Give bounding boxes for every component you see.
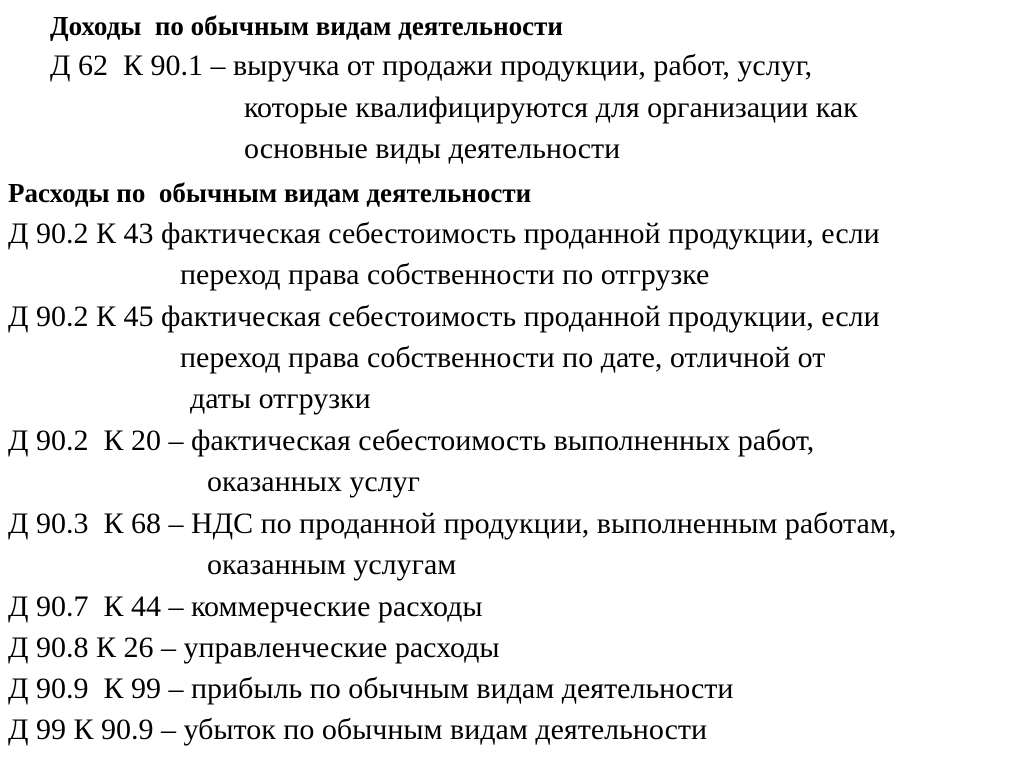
- expense-entry-45-line-3: даты отгрузки: [190, 382, 371, 415]
- expenses-heading: Расходы по обычным видам деятельности: [8, 178, 532, 208]
- expense-entry-68-line-1: Д 90.3 К 68 – НДС по проданной продукции, выполненным работам,: [8, 507, 897, 540]
- expense-entry-20-line-2: оказанных услуг: [207, 465, 420, 498]
- expense-entry-45-line-1: Д 90.2 К 45 фактическая себестоимость проданной продукции, если: [8, 300, 880, 333]
- income-entry-sales-line-2: которые квалифицируются для организации как: [244, 91, 858, 124]
- expense-entry-68-line-2: оказанным услугам: [207, 548, 457, 581]
- expense-entry-45-line-2: переход права собственности по дате, отличной от: [180, 341, 826, 374]
- expense-entry-26: Д 90.8 К 26 – управленческие расходы: [8, 631, 500, 664]
- income-entry-sales-line-1: Д 62 К 90.1 – выручка от продажи продукции, работ, услуг,: [50, 49, 813, 82]
- expense-entry-99-profit: Д 90.9 К 99 – прибыль по обычным видам деятельности: [8, 672, 734, 705]
- expense-entry-20-line-1: Д 90.2 К 20 – фактическая себестоимость выполненных работ,: [8, 424, 815, 457]
- expense-entry-44: Д 90.7 К 44 – коммерческие расходы: [8, 590, 483, 623]
- income-heading: Доходы по обычным видам деятельности: [50, 11, 563, 41]
- expense-entry-43-line-1: Д 90.2 К 43 фактическая себестоимость проданной продукции, если: [8, 217, 880, 250]
- expense-entry-43-line-2: переход права собственности по отгрузке: [180, 258, 710, 291]
- expense-entry-99-loss: Д 99 К 90.9 – убыток по обычным видам деятельности: [8, 713, 708, 746]
- income-entry-sales-line-3: основные виды деятельности: [244, 132, 621, 165]
